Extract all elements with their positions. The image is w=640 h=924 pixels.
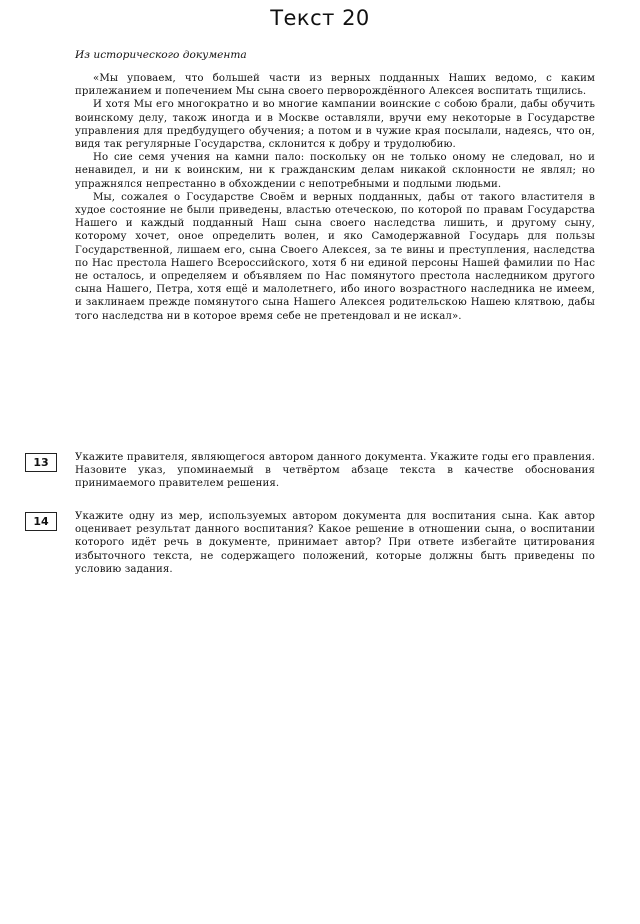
task-14 bbox=[25, 510, 595, 576]
task-number-box: 14 bbox=[25, 512, 57, 531]
document-paragraph-4: Мы, сожалея о Государстве Своём и верных подданных, дабы от такого властителя в худое состояние не были приведены, властью отеческою, по которой по правам Государства Нашего и каждый подданный Наш сына своего наследства лишить, и другому сыну, которому хочет, оное определить волен, и яко Самодержавной Государь для пользы Государственной, лишаем его, сына Своего Алексея, за те вины и преступления, наследства по Нас престола Нашего Всероссийского, хотя б ни единой персоны Нашей фамилии по Нас не осталось, и определяем и объявляем по Нас помянутого престола наследником другого сына Нашего, Петра, хотя ещё и малолетнего, ибо иного возрастного наследника не имеем, и заклинаем прежде помянутого сына Нашего Алексея родительскою Нашею клятвою, дабы того наследства ни в которое время себе не претендовал и не искал». bbox=[75, 191, 595, 322]
task-number-box: 13 bbox=[25, 453, 57, 472]
task-13 bbox=[25, 451, 595, 491]
task-text: Укажите правителя, являющегося автором данного документа. Укажите годы его правления. Назовите указ, упоминаемый в четвёртом абзаце текста в качестве обоснования принимаемого правителем решения. bbox=[75, 452, 595, 490]
historical-document bbox=[75, 49, 595, 323]
task-text: Укажите одну из мер, используемых автором документа для воспитания сына. Как автор оценивает результат данного воспитания? Какое решение в отношении сына, о воспитании которого идёт речь в документе, принимает автор? При ответе избегайте цитирования избыточного текста, не содержащего положений, которые должны быть приведены по условию задания. bbox=[75, 511, 595, 575]
document-paragraph-1: «Мы уповаем, что большей части из верных подданных Наших ведомо, с каким прилежанием и попечением Мы сына своего перворождённого Алексея воспитать тщились. bbox=[75, 73, 595, 98]
page-title: Текст 20 bbox=[270, 6, 370, 30]
document-paragraph-2: И хотя Мы его многократно и во многие кампании воинские с собою брали, дабы обучить воинскому делу, також иногда и в Москве оставляли, вручи ему некоторые в Государстве управления для предбудущего обучения; а потом и в чужие края посылали, надеясь, что он, видя так регулярные Государства, склонится к добру и трудолюбию. bbox=[75, 99, 595, 151]
document-paragraph-3: Но сие семя учения на камни пало: поскольку он не только оному не следовал, но и ненавидел, и ни к воинским, ни к гражданским делам никакой склонности не являл; но упражнялся непрестанно в обхождении с непотребными и подлыми людьми. bbox=[75, 152, 595, 190]
source-caption: Из исторического документа bbox=[75, 49, 247, 61]
